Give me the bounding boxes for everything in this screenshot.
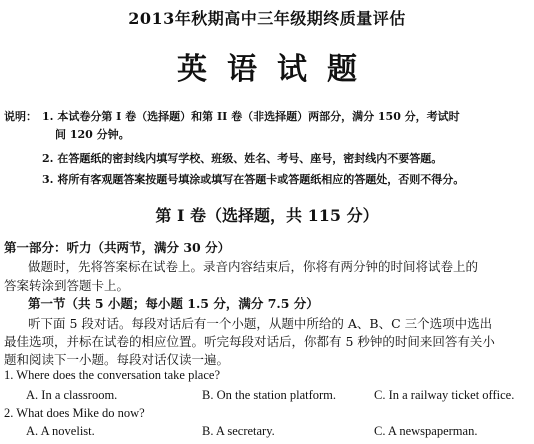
question-1-option-c: C. In a railway ticket office. bbox=[374, 388, 515, 402]
note-item-2: 2. 在答题纸的密封线内填写学校、班级、姓名、考号、座号，密封线内不要答题。 bbox=[42, 152, 443, 165]
instruction-line-1: 听下面 5 段对话。每段对话后有一个小题，从题中所给的 A、B、C 三个选项中选出 bbox=[28, 316, 493, 331]
section-title: 第 I 卷（选择题，共 115 分） bbox=[155, 206, 379, 225]
subsection-heading: 第一节（共 5 小题；每小题 1.5 分，满分 7.5 分） bbox=[28, 296, 319, 311]
question-2-option-b: B. A secretary. bbox=[202, 424, 275, 438]
notes-label: 说明： bbox=[4, 110, 37, 123]
note-item-3: 3. 将所有客观题答案按题号填涂或填写在答题卡或答题纸相应的答题处，否则不得分。 bbox=[42, 173, 465, 186]
question-1-option-b: B. On the station platform. bbox=[202, 388, 337, 402]
question-2-stem: 2. What does Mike do now? bbox=[4, 406, 145, 420]
exam-header: 2013年秋期高中三年级期终质量评估 bbox=[128, 9, 406, 28]
subject-title: 英语试题 bbox=[177, 52, 377, 87]
instruction-line-2: 最佳选项，并标在试卷的相应位置。听完每段对话后，你都有 5 秒钟的时间来回答有关小 bbox=[4, 334, 495, 349]
part1-heading: 第一部分：听力（共两节，满分 30 分） bbox=[4, 240, 231, 255]
instruction-line-3: 题和阅读下一小题。每段对话仅读一遍。 bbox=[4, 352, 230, 367]
question-1-stem: 1. Where does the conversation take place? bbox=[4, 368, 220, 382]
part1-intro-line-2: 答案转涂到答题卡上。 bbox=[4, 278, 130, 293]
part1-intro-line-1: 做题时，先将答案标在试卷上。录音内容结束后，你将有两分钟的时间将试卷上的 bbox=[28, 259, 479, 274]
note-item-1: 1. 本试卷分第 I 卷（选择题）和第 II 卷（非选择题）两部分，满分 150 分，考试时 bbox=[42, 110, 460, 123]
question-1-option-a: A. In a classroom. bbox=[26, 388, 118, 402]
question-2-option-c: C. A newspaperman. bbox=[374, 424, 478, 438]
note-item-1-cont: 间 120 分钟。 bbox=[55, 128, 130, 141]
question-2-option-a: A. A novelist. bbox=[26, 424, 95, 438]
